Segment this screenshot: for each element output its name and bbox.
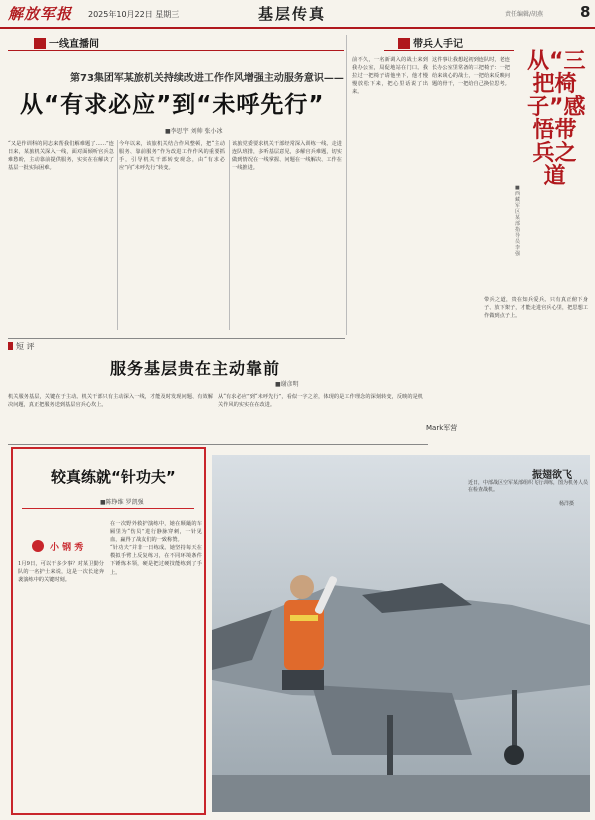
photo-illustration bbox=[212, 455, 590, 812]
fighter-jet-photo bbox=[212, 455, 590, 812]
short-comment-body-col1: 机关服务基层，关键在于主动。机关干部只有主动深入一线，才能及时发现问题、有效解决问题，真正把服务送到基层官兵心坎上。 bbox=[8, 394, 213, 409]
section-rule bbox=[8, 444, 428, 445]
section-title: 基层传真 bbox=[258, 5, 327, 23]
right-article-title: 从“三把椅子”感悟带兵之道 bbox=[527, 49, 586, 189]
right-article-body-col1: 前不久，一名新调入的战士来到我办公室，局促地站在门口。我拉过一把椅子请他坐下，他才慢慢放松下来，把心里话说了出来。 bbox=[352, 57, 428, 96]
boxed-article-body-col1: 1月9日，可以干多少事？对某卫勤分队的一名护士来说，这是一次长途奔袭演练中的关键时刻。 bbox=[18, 561, 104, 584]
page-number: 8 bbox=[580, 3, 591, 21]
masthead-rule bbox=[0, 27, 595, 29]
column-rule-left bbox=[8, 50, 344, 51]
editor-credit: 责任编辑/胡燕 bbox=[505, 11, 544, 18]
right-article-byline: ■西藏军区某部指导员 李 强 bbox=[515, 185, 521, 257]
boxed-article-body-col2: 在一次野外救护演练中，她在颠簸的车厢里为“伤员”进行静脉穿刺，一针见血，赢得了战友们的一致称赞。 “针功夫”并非一日练成。她坚持每天在模拟手臂上反复练习，在不同环境条件下锤炼本领，硬是把过硬技能练到了手上。 bbox=[110, 521, 202, 576]
issue-date: 2025年10月22日 星期三 bbox=[88, 10, 180, 19]
newspaper-logo: 解放军报 bbox=[8, 5, 73, 23]
right-article-body-col2: 这件事让我想起初到连队时，老连长办公室里常备的三把椅子：一把给来谈心的战士，一把给来反映问题的骨干，一把给自己换位思考。 bbox=[432, 57, 510, 88]
article-body-col2: 今年以来，该旅机关结合作风整顿，把“主动服务、靠前服务”作为改进工作作风的重要抓手，引导机关干部转变观念，由“有求必应”向“未呼先行”转变。 bbox=[119, 141, 225, 172]
article-byline: ■李思宇 刘帅 张小冰 bbox=[165, 128, 223, 135]
short-comment-body-col2: 从“有求必应”到“未呼先行”，看似一字之差，体现的是工作理念的深刻转变，反映的是机关作风的实实在在改进。 bbox=[218, 394, 423, 409]
photo-caption: 近日，中部战区空军某部组织飞行训练，图为机务人员在检查战机。 bbox=[468, 480, 589, 493]
column-label-left: 一线直播间 bbox=[34, 35, 99, 50]
photo-credit: 杨洋摄 bbox=[559, 501, 575, 507]
photo-caption-title: 振翅欲飞 bbox=[532, 470, 572, 481]
tag-mark-icon bbox=[8, 342, 13, 350]
boxed-article-badge: 小 钢 秀 bbox=[50, 543, 84, 553]
boxed-article-title: 较真练就“针功夫” bbox=[51, 468, 176, 486]
short-comment-headline: 服务基层贵在主动靠前 bbox=[110, 359, 281, 378]
short-comment-tag: 短 评 bbox=[8, 341, 35, 352]
section-divider bbox=[346, 35, 347, 335]
photo-section-tag: Mark军营 bbox=[426, 424, 458, 432]
column-label-right: 带兵人手记 bbox=[398, 35, 463, 50]
column-divider bbox=[117, 140, 118, 330]
article-body-col3: 该旅党委要求机关干部经常深入训练一线、走进连队班排，多听基层意见，多解官兵难题，切实做到情况在一线掌握、问题在一线解决、工作在一线推进。 bbox=[232, 141, 342, 172]
column-rule-right bbox=[384, 50, 514, 51]
column-divider bbox=[229, 140, 230, 330]
article-headline: 从“有求必应”到“未呼先行” bbox=[20, 92, 325, 118]
right-article-body-col3: 带兵之道，贵在知兵爱兵。只有真正俯下身子、放下架子，才能走进官兵心里，把思想工作做到点子上。 bbox=[484, 297, 588, 320]
short-comment-byline: ■谢彦明 bbox=[275, 381, 299, 388]
column-mark-icon bbox=[34, 38, 46, 49]
boxed-article-rule bbox=[22, 508, 194, 509]
badge-dot-icon bbox=[32, 540, 44, 552]
column-mark-icon bbox=[398, 38, 410, 49]
section-rule bbox=[8, 338, 345, 339]
masthead bbox=[0, 0, 595, 27]
article-body-col1: “又是作训科的同志来帮我们解难题了……”连日来，某旅机关深入一线，面对面倾听官兵急难愁盼，主动靠前提供服务，实实在在解决了基层一批实际困难。 bbox=[8, 141, 114, 172]
boxed-article-byline: ■陈铮维 罗凯强 bbox=[100, 499, 144, 506]
article-kicker: 第73集团军某旅机关持续改进工作作风增强主动服务意识—— bbox=[70, 73, 344, 84]
